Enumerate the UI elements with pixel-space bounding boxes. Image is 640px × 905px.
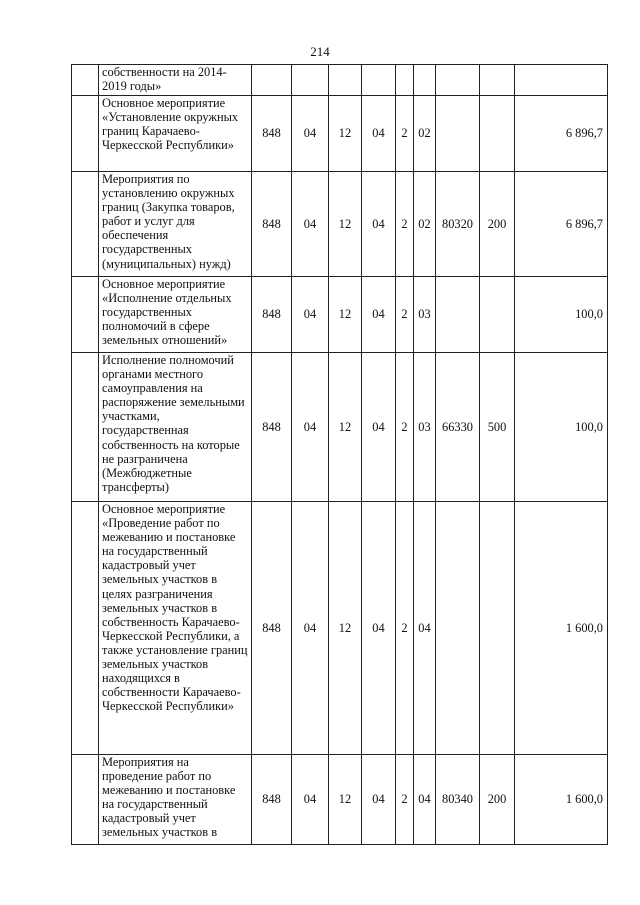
program-code-cell: 04 [362, 96, 396, 172]
subprogram-code-cell [396, 65, 414, 96]
item-name-cell: Исполнение полномочий органами местного самоуправления на распоряжение земельными участками, государственная собственность на которые не разграничена (Межбюджетные трансферты) [99, 353, 252, 502]
table-row [72, 65, 608, 96]
section-code-cell: 04 [292, 353, 329, 502]
row-number-cell [72, 755, 99, 845]
item-name-cell: Мероприятия на проведение работ по межеванию и постановке на государственный кадастровый учет земельных участков в [99, 755, 252, 845]
ministry-code-cell: 848 [252, 502, 292, 755]
section-code-cell: 04 [292, 755, 329, 845]
table-row [72, 96, 608, 172]
amount-cell: 1 600,0 [515, 755, 608, 845]
program-code-cell: 04 [362, 353, 396, 502]
expense-type-cell [480, 502, 515, 755]
direction-code-cell: 66330 [436, 353, 480, 502]
row-number-cell [72, 96, 99, 172]
amount-cell: 6 896,7 [515, 96, 608, 172]
expense-type-cell [480, 65, 515, 96]
page-number: 214 [310, 44, 330, 59]
activity-code-cell: 03 [414, 277, 436, 353]
amount-cell: 1 600,0 [515, 502, 608, 755]
ministry-code-cell: 848 [252, 353, 292, 502]
activity-code-cell: 02 [414, 172, 436, 277]
direction-code-cell [436, 65, 480, 96]
item-name-cell: Мероприятия по установлению окружных границ (Закупка товаров, работ и услуг для обеспечения государственных (муниципальных) нужд) [99, 172, 252, 277]
program-code-cell [362, 65, 396, 96]
ministry-code-cell: 848 [252, 277, 292, 353]
subsection-code-cell [329, 65, 362, 96]
program-code-cell: 04 [362, 755, 396, 845]
subprogram-code-cell: 2 [396, 172, 414, 277]
expense-type-cell: 500 [480, 353, 515, 502]
subprogram-code-cell: 2 [396, 502, 414, 755]
subprogram-code-cell: 2 [396, 755, 414, 845]
item-name-cell: Основное мероприятие «Исполнение отдельных государственных полномочий в сфере земельных отношений» [99, 277, 252, 353]
section-code-cell: 04 [292, 172, 329, 277]
expense-type-cell: 200 [480, 172, 515, 277]
activity-code-cell: 03 [414, 353, 436, 502]
expense-type-cell: 200 [480, 755, 515, 845]
subsection-code-cell: 12 [329, 502, 362, 755]
ministry-code-cell: 848 [252, 96, 292, 172]
table-row [72, 172, 608, 277]
subsection-code-cell: 12 [329, 172, 362, 277]
subsection-code-cell: 12 [329, 353, 362, 502]
table-row [72, 502, 608, 755]
program-code-cell: 04 [362, 502, 396, 755]
subsection-code-cell: 12 [329, 755, 362, 845]
row-number-cell [72, 65, 99, 96]
direction-code-cell [436, 502, 480, 755]
budget-table [71, 64, 608, 845]
expense-type-cell [480, 277, 515, 353]
row-number-cell [72, 353, 99, 502]
subprogram-code-cell: 2 [396, 96, 414, 172]
program-code-cell: 04 [362, 277, 396, 353]
subsection-code-cell: 12 [329, 277, 362, 353]
table-row [72, 353, 608, 502]
row-number-cell [72, 502, 99, 755]
section-code-cell: 04 [292, 502, 329, 755]
activity-code-cell: 04 [414, 502, 436, 755]
amount-cell [515, 65, 608, 96]
item-name-cell: собственности на 2014-2019 годы» [99, 65, 252, 96]
subsection-code-cell: 12 [329, 96, 362, 172]
amount-cell: 6 896,7 [515, 172, 608, 277]
ministry-code-cell: 848 [252, 172, 292, 277]
ministry-code-cell: 848 [252, 755, 292, 845]
direction-code-cell [436, 96, 480, 172]
subprogram-code-cell: 2 [396, 277, 414, 353]
amount-cell: 100,0 [515, 353, 608, 502]
activity-code-cell: 02 [414, 96, 436, 172]
amount-cell: 100,0 [515, 277, 608, 353]
direction-code-cell: 80340 [436, 755, 480, 845]
row-number-cell [72, 172, 99, 277]
direction-code-cell [436, 277, 480, 353]
expense-type-cell [480, 96, 515, 172]
ministry-code-cell [252, 65, 292, 96]
subprogram-code-cell: 2 [396, 353, 414, 502]
table-row [72, 277, 608, 353]
activity-code-cell: 04 [414, 755, 436, 845]
item-name-cell: Основное мероприятие «Установление окружных границ Карачаево-Черкесской Республики» [99, 96, 252, 172]
direction-code-cell: 80320 [436, 172, 480, 277]
program-code-cell: 04 [362, 172, 396, 277]
item-name-cell: Основное мероприятие «Проведение работ по межеванию и постановке на государственный кадастровый учет земельных участков в целях разграничения земельных участков в собственность Карачаево-Черкесской Республики, а также установление границ земельных участков находящихся в собственности Карачаево-Черкесской Республики» [99, 502, 252, 755]
table-row [72, 755, 608, 845]
row-number-cell [72, 277, 99, 353]
activity-code-cell [414, 65, 436, 96]
section-code-cell: 04 [292, 96, 329, 172]
section-code-cell: 04 [292, 277, 329, 353]
section-code-cell [292, 65, 329, 96]
